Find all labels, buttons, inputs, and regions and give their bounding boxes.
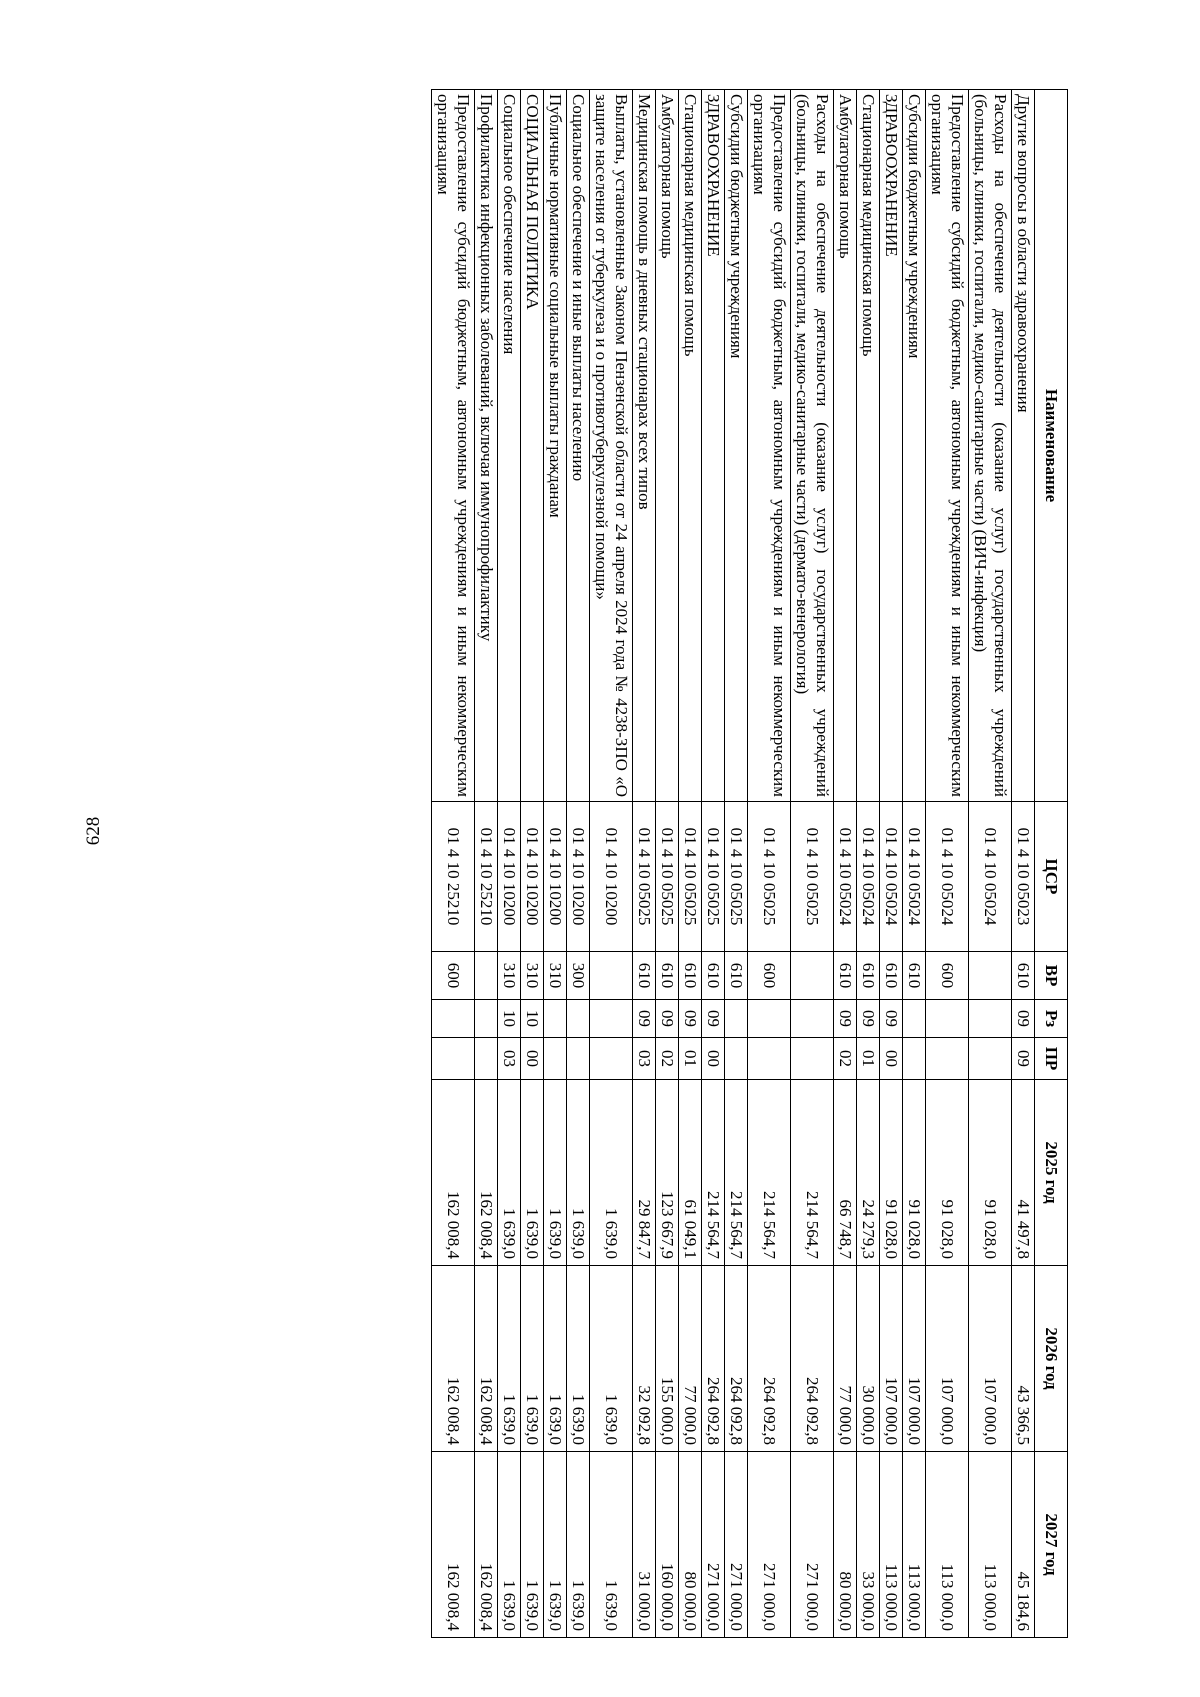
name-cell: Социальное обеспечение и иные выплаты населению bbox=[567, 90, 590, 802]
pr-cell bbox=[590, 1038, 633, 1080]
csr-cell: 01 4 10 25210 bbox=[432, 802, 475, 952]
pr-cell: 00 bbox=[521, 1038, 544, 1080]
table-row bbox=[475, 90, 498, 1638]
value-2026-cell: 264 092,8 bbox=[791, 1266, 834, 1452]
csr-cell: 01 4 10 05023 bbox=[1012, 802, 1035, 952]
value-2026-cell: 107 000,0 bbox=[903, 1266, 926, 1452]
vr-cell bbox=[791, 952, 834, 1000]
name-cell: Предоставление субсидий бюджетным, автономным учреждениям и иным некоммерческим организациям bbox=[926, 90, 969, 802]
name-cell: Субсидии бюджетным учреждениям bbox=[725, 90, 748, 802]
vr-cell: 610 bbox=[1012, 952, 1035, 1000]
vr-cell: 300 bbox=[567, 952, 590, 1000]
name-cell: Стационарная медицинская помощь bbox=[857, 90, 880, 802]
vr-cell: 610 bbox=[679, 952, 702, 1000]
name-cell: Профилактика инфекционных заболеваний, включая иммунопрофилактику bbox=[475, 90, 498, 802]
pr-cell bbox=[567, 1038, 590, 1080]
vr-cell: 600 bbox=[432, 952, 475, 1000]
rz-cell bbox=[590, 1000, 633, 1038]
name-cell: ЗДРАВООХРАНЕНИЕ bbox=[880, 90, 903, 802]
name-cell: Амбулаторная помощь bbox=[656, 90, 679, 802]
vr-cell: 610 bbox=[633, 952, 656, 1000]
value-2025-cell: 61 049,1 bbox=[679, 1080, 702, 1266]
value-2025-cell: 41 497,8 bbox=[1012, 1080, 1035, 1266]
rz-cell: 10 bbox=[521, 1000, 544, 1038]
vr-cell bbox=[590, 952, 633, 1000]
page-number: 628 bbox=[83, 816, 104, 846]
name-cell: Амбулаторная помощь bbox=[834, 90, 857, 802]
value-2027-cell: 113 000,0 bbox=[880, 1452, 903, 1638]
name-cell: Социальное обеспечение населения bbox=[498, 90, 521, 802]
vr-cell: 610 bbox=[880, 952, 903, 1000]
value-2026-cell: 30 000,0 bbox=[857, 1266, 880, 1452]
rz-cell: 09 bbox=[857, 1000, 880, 1038]
value-2027-cell: 113 000,0 bbox=[926, 1452, 969, 1638]
table-row bbox=[544, 90, 567, 1638]
value-2026-cell: 1 639,0 bbox=[590, 1266, 633, 1452]
pr-cell bbox=[725, 1038, 748, 1080]
value-2027-cell: 1 639,0 bbox=[544, 1452, 567, 1638]
vr-cell: 600 bbox=[748, 952, 791, 1000]
pr-cell: 00 bbox=[702, 1038, 725, 1080]
rz-cell bbox=[432, 1000, 475, 1038]
name-cell: Субсидии бюджетным учреждениям bbox=[903, 90, 926, 802]
header-2025: 2025 год bbox=[1035, 1080, 1068, 1266]
rz-cell bbox=[567, 1000, 590, 1038]
value-2027-cell: 33 000,0 bbox=[857, 1452, 880, 1638]
value-2027-cell: 1 639,0 bbox=[521, 1452, 544, 1638]
csr-cell: 01 4 10 10200 bbox=[567, 802, 590, 952]
vr-cell: 610 bbox=[725, 952, 748, 1000]
name-cell: СОЦИАЛЬНАЯ ПОЛИТИКА bbox=[521, 90, 544, 802]
name-cell: Расходы на обеспечение деятельности (оказание услуг) государственных учреждений (больницы, клиники, госпитали, медико-санитарные части) (ВИЧ-инфекция) bbox=[969, 90, 1012, 802]
value-2025-cell: 91 028,0 bbox=[903, 1080, 926, 1266]
header-rz: Рз bbox=[1035, 1000, 1068, 1038]
vr-cell: 610 bbox=[656, 952, 679, 1000]
header-2026: 2026 год bbox=[1035, 1266, 1068, 1452]
csr-cell: 01 4 10 05025 bbox=[656, 802, 679, 952]
csr-cell: 01 4 10 05025 bbox=[791, 802, 834, 952]
pr-cell: 02 bbox=[656, 1038, 679, 1080]
table-row bbox=[748, 90, 791, 1638]
value-2025-cell: 214 564,7 bbox=[725, 1080, 748, 1266]
table-row bbox=[834, 90, 857, 1638]
csr-cell: 01 4 10 05024 bbox=[969, 802, 1012, 952]
table-row bbox=[857, 90, 880, 1638]
name-cell: Предоставление субсидий бюджетным, автономным учреждениям и иным некоммерческим организациям bbox=[432, 90, 475, 802]
name-cell: Медицинская помощь в дневных стационарах всех типов bbox=[633, 90, 656, 802]
value-2026-cell: 1 639,0 bbox=[498, 1266, 521, 1452]
csr-cell: 01 4 10 05025 bbox=[725, 802, 748, 952]
value-2026-cell: 1 639,0 bbox=[521, 1266, 544, 1452]
value-2026-cell: 162 008,4 bbox=[432, 1266, 475, 1452]
value-2025-cell: 214 564,7 bbox=[791, 1080, 834, 1266]
value-2025-cell: 123 667,9 bbox=[656, 1080, 679, 1266]
csr-cell: 01 4 10 05024 bbox=[926, 802, 969, 952]
table-row bbox=[969, 90, 1012, 1638]
rz-cell: 09 bbox=[679, 1000, 702, 1038]
csr-cell: 01 4 10 10200 bbox=[498, 802, 521, 952]
rz-cell bbox=[903, 1000, 926, 1038]
value-2025-cell: 214 564,7 bbox=[702, 1080, 725, 1266]
vr-cell: 610 bbox=[834, 952, 857, 1000]
table-row bbox=[791, 90, 834, 1638]
csr-cell: 01 4 10 05025 bbox=[679, 802, 702, 952]
pr-cell: 01 bbox=[857, 1038, 880, 1080]
table-row bbox=[926, 90, 969, 1638]
csr-cell: 01 4 10 05025 bbox=[748, 802, 791, 952]
value-2025-cell: 91 028,0 bbox=[926, 1080, 969, 1266]
value-2025-cell: 1 639,0 bbox=[590, 1080, 633, 1266]
value-2026-cell: 264 092,8 bbox=[702, 1266, 725, 1452]
table-row bbox=[880, 90, 903, 1638]
value-2025-cell: 1 639,0 bbox=[567, 1080, 590, 1266]
rz-cell bbox=[969, 1000, 1012, 1038]
value-2025-cell: 91 028,0 bbox=[969, 1080, 1012, 1266]
value-2027-cell: 31 000,0 bbox=[633, 1452, 656, 1638]
csr-cell: 01 4 10 10200 bbox=[544, 802, 567, 952]
value-2027-cell: 271 000,0 bbox=[748, 1452, 791, 1638]
value-2027-cell: 1 639,0 bbox=[498, 1452, 521, 1638]
csr-cell: 01 4 10 25210 bbox=[475, 802, 498, 952]
rz-cell bbox=[475, 1000, 498, 1038]
value-2026-cell: 264 092,8 bbox=[725, 1266, 748, 1452]
budget-table bbox=[431, 89, 1068, 1638]
vr-cell: 610 bbox=[857, 952, 880, 1000]
rz-cell bbox=[725, 1000, 748, 1038]
rz-cell: 09 bbox=[880, 1000, 903, 1038]
table-row bbox=[498, 90, 521, 1638]
value-2027-cell: 271 000,0 bbox=[791, 1452, 834, 1638]
vr-cell: 610 bbox=[903, 952, 926, 1000]
value-2026-cell: 77 000,0 bbox=[834, 1266, 857, 1452]
value-2025-cell: 162 008,4 bbox=[475, 1080, 498, 1266]
rz-cell: 09 bbox=[656, 1000, 679, 1038]
value-2026-cell: 32 092,8 bbox=[633, 1266, 656, 1452]
table-row bbox=[521, 90, 544, 1638]
csr-cell: 01 4 10 05024 bbox=[880, 802, 903, 952]
value-2026-cell: 77 000,0 bbox=[679, 1266, 702, 1452]
vr-cell bbox=[969, 952, 1012, 1000]
value-2025-cell: 1 639,0 bbox=[544, 1080, 567, 1266]
budget-table-container bbox=[128, 89, 1068, 1637]
value-2026-cell: 264 092,8 bbox=[748, 1266, 791, 1452]
value-2027-cell: 271 000,0 bbox=[725, 1452, 748, 1638]
header-vr: ВР bbox=[1035, 952, 1068, 1000]
value-2025-cell: 162 008,4 bbox=[432, 1080, 475, 1266]
header-csr: ЦСР bbox=[1035, 802, 1068, 952]
table-body bbox=[432, 90, 1035, 1638]
rz-cell bbox=[926, 1000, 969, 1038]
pr-cell bbox=[969, 1038, 1012, 1080]
csr-cell: 01 4 10 05024 bbox=[834, 802, 857, 952]
vr-cell: 310 bbox=[544, 952, 567, 1000]
value-2026-cell: 1 639,0 bbox=[567, 1266, 590, 1452]
name-cell: ЗДРАВООХРАНЕНИЕ bbox=[702, 90, 725, 802]
header-pr: ПР bbox=[1035, 1038, 1068, 1080]
table-row bbox=[1012, 90, 1035, 1638]
table-row bbox=[725, 90, 748, 1638]
table-row bbox=[590, 90, 633, 1638]
pr-cell: 01 bbox=[679, 1038, 702, 1080]
table-row bbox=[656, 90, 679, 1638]
vr-cell bbox=[475, 952, 498, 1000]
value-2027-cell: 80 000,0 bbox=[679, 1452, 702, 1638]
value-2027-cell: 1 639,0 bbox=[590, 1452, 633, 1638]
pr-cell: 02 bbox=[834, 1038, 857, 1080]
value-2025-cell: 66 748,7 bbox=[834, 1080, 857, 1266]
vr-cell: 310 bbox=[521, 952, 544, 1000]
pr-cell: 03 bbox=[498, 1038, 521, 1080]
value-2026-cell: 162 008,4 bbox=[475, 1266, 498, 1452]
value-2026-cell: 107 000,0 bbox=[880, 1266, 903, 1452]
value-2026-cell: 155 000,0 bbox=[656, 1266, 679, 1452]
value-2026-cell: 1 639,0 bbox=[544, 1266, 567, 1452]
csr-cell: 01 4 10 10200 bbox=[521, 802, 544, 952]
name-cell: Расходы на обеспечение деятельности (оказание услуг) государственных учреждений (больницы, клиники, госпитали, медико-санитарные части) (дермато-венерология) bbox=[791, 90, 834, 802]
value-2027-cell: 160 000,0 bbox=[656, 1452, 679, 1638]
value-2026-cell: 43 366,5 bbox=[1012, 1266, 1035, 1452]
rz-cell bbox=[544, 1000, 567, 1038]
table-row bbox=[633, 90, 656, 1638]
vr-cell: 610 bbox=[702, 952, 725, 1000]
value-2027-cell: 162 008,4 bbox=[475, 1452, 498, 1638]
name-cell: Предоставление субсидий бюджетным, автономным учреждениям и иным некоммерческим организациям bbox=[748, 90, 791, 802]
value-2026-cell: 107 000,0 bbox=[926, 1266, 969, 1452]
table-header-row bbox=[1035, 90, 1068, 1638]
value-2025-cell: 1 639,0 bbox=[498, 1080, 521, 1266]
vr-cell: 310 bbox=[498, 952, 521, 1000]
value-2027-cell: 1 639,0 bbox=[567, 1452, 590, 1638]
rz-cell: 09 bbox=[702, 1000, 725, 1038]
rz-cell: 09 bbox=[1012, 1000, 1035, 1038]
value-2027-cell: 80 000,0 bbox=[834, 1452, 857, 1638]
rz-cell: 09 bbox=[633, 1000, 656, 1038]
value-2027-cell: 113 000,0 bbox=[969, 1452, 1012, 1638]
value-2025-cell: 29 847,7 bbox=[633, 1080, 656, 1266]
table-row bbox=[432, 90, 475, 1638]
rz-cell: 10 bbox=[498, 1000, 521, 1038]
pr-cell bbox=[791, 1038, 834, 1080]
value-2026-cell: 107 000,0 bbox=[969, 1266, 1012, 1452]
value-2025-cell: 1 639,0 bbox=[521, 1080, 544, 1266]
pr-cell: 03 bbox=[633, 1038, 656, 1080]
name-cell: Стационарная медицинская помощь bbox=[679, 90, 702, 802]
table-row bbox=[903, 90, 926, 1638]
vr-cell: 600 bbox=[926, 952, 969, 1000]
value-2027-cell: 113 000,0 bbox=[903, 1452, 926, 1638]
name-cell: Выплаты, установленные Законом Пензенской области от 24 апреля 2024 года № 4238-ЗПО «О защите населения от туберкулеза и о противотуберкулезной помощи» bbox=[590, 90, 633, 802]
csr-cell: 01 4 10 05024 bbox=[903, 802, 926, 952]
pr-cell: 00 bbox=[880, 1038, 903, 1080]
csr-cell: 01 4 10 05025 bbox=[633, 802, 656, 952]
csr-cell: 01 4 10 05024 bbox=[857, 802, 880, 952]
pr-cell: 09 bbox=[1012, 1038, 1035, 1080]
pr-cell bbox=[432, 1038, 475, 1080]
name-cell: Публичные нормативные социальные выплаты гражданам bbox=[544, 90, 567, 802]
rz-cell bbox=[791, 1000, 834, 1038]
rz-cell: 09 bbox=[834, 1000, 857, 1038]
value-2025-cell: 91 028,0 bbox=[880, 1080, 903, 1266]
value-2027-cell: 45 184,6 bbox=[1012, 1452, 1035, 1638]
pr-cell bbox=[926, 1038, 969, 1080]
name-cell: Другие вопросы в области здравоохранения bbox=[1012, 90, 1035, 802]
table-row bbox=[679, 90, 702, 1638]
value-2027-cell: 271 000,0 bbox=[702, 1452, 725, 1638]
value-2025-cell: 214 564,7 bbox=[748, 1080, 791, 1266]
pr-cell bbox=[903, 1038, 926, 1080]
header-name: Наименование bbox=[1035, 90, 1068, 802]
rz-cell bbox=[748, 1000, 791, 1038]
pr-cell bbox=[475, 1038, 498, 1080]
table-row bbox=[702, 90, 725, 1638]
csr-cell: 01 4 10 10200 bbox=[590, 802, 633, 952]
header-2027: 2027 год bbox=[1035, 1452, 1068, 1638]
pr-cell bbox=[544, 1038, 567, 1080]
csr-cell: 01 4 10 05025 bbox=[702, 802, 725, 952]
pr-cell bbox=[748, 1038, 791, 1080]
value-2027-cell: 162 008,4 bbox=[432, 1452, 475, 1638]
value-2025-cell: 24 279,3 bbox=[857, 1080, 880, 1266]
table-row bbox=[567, 90, 590, 1638]
